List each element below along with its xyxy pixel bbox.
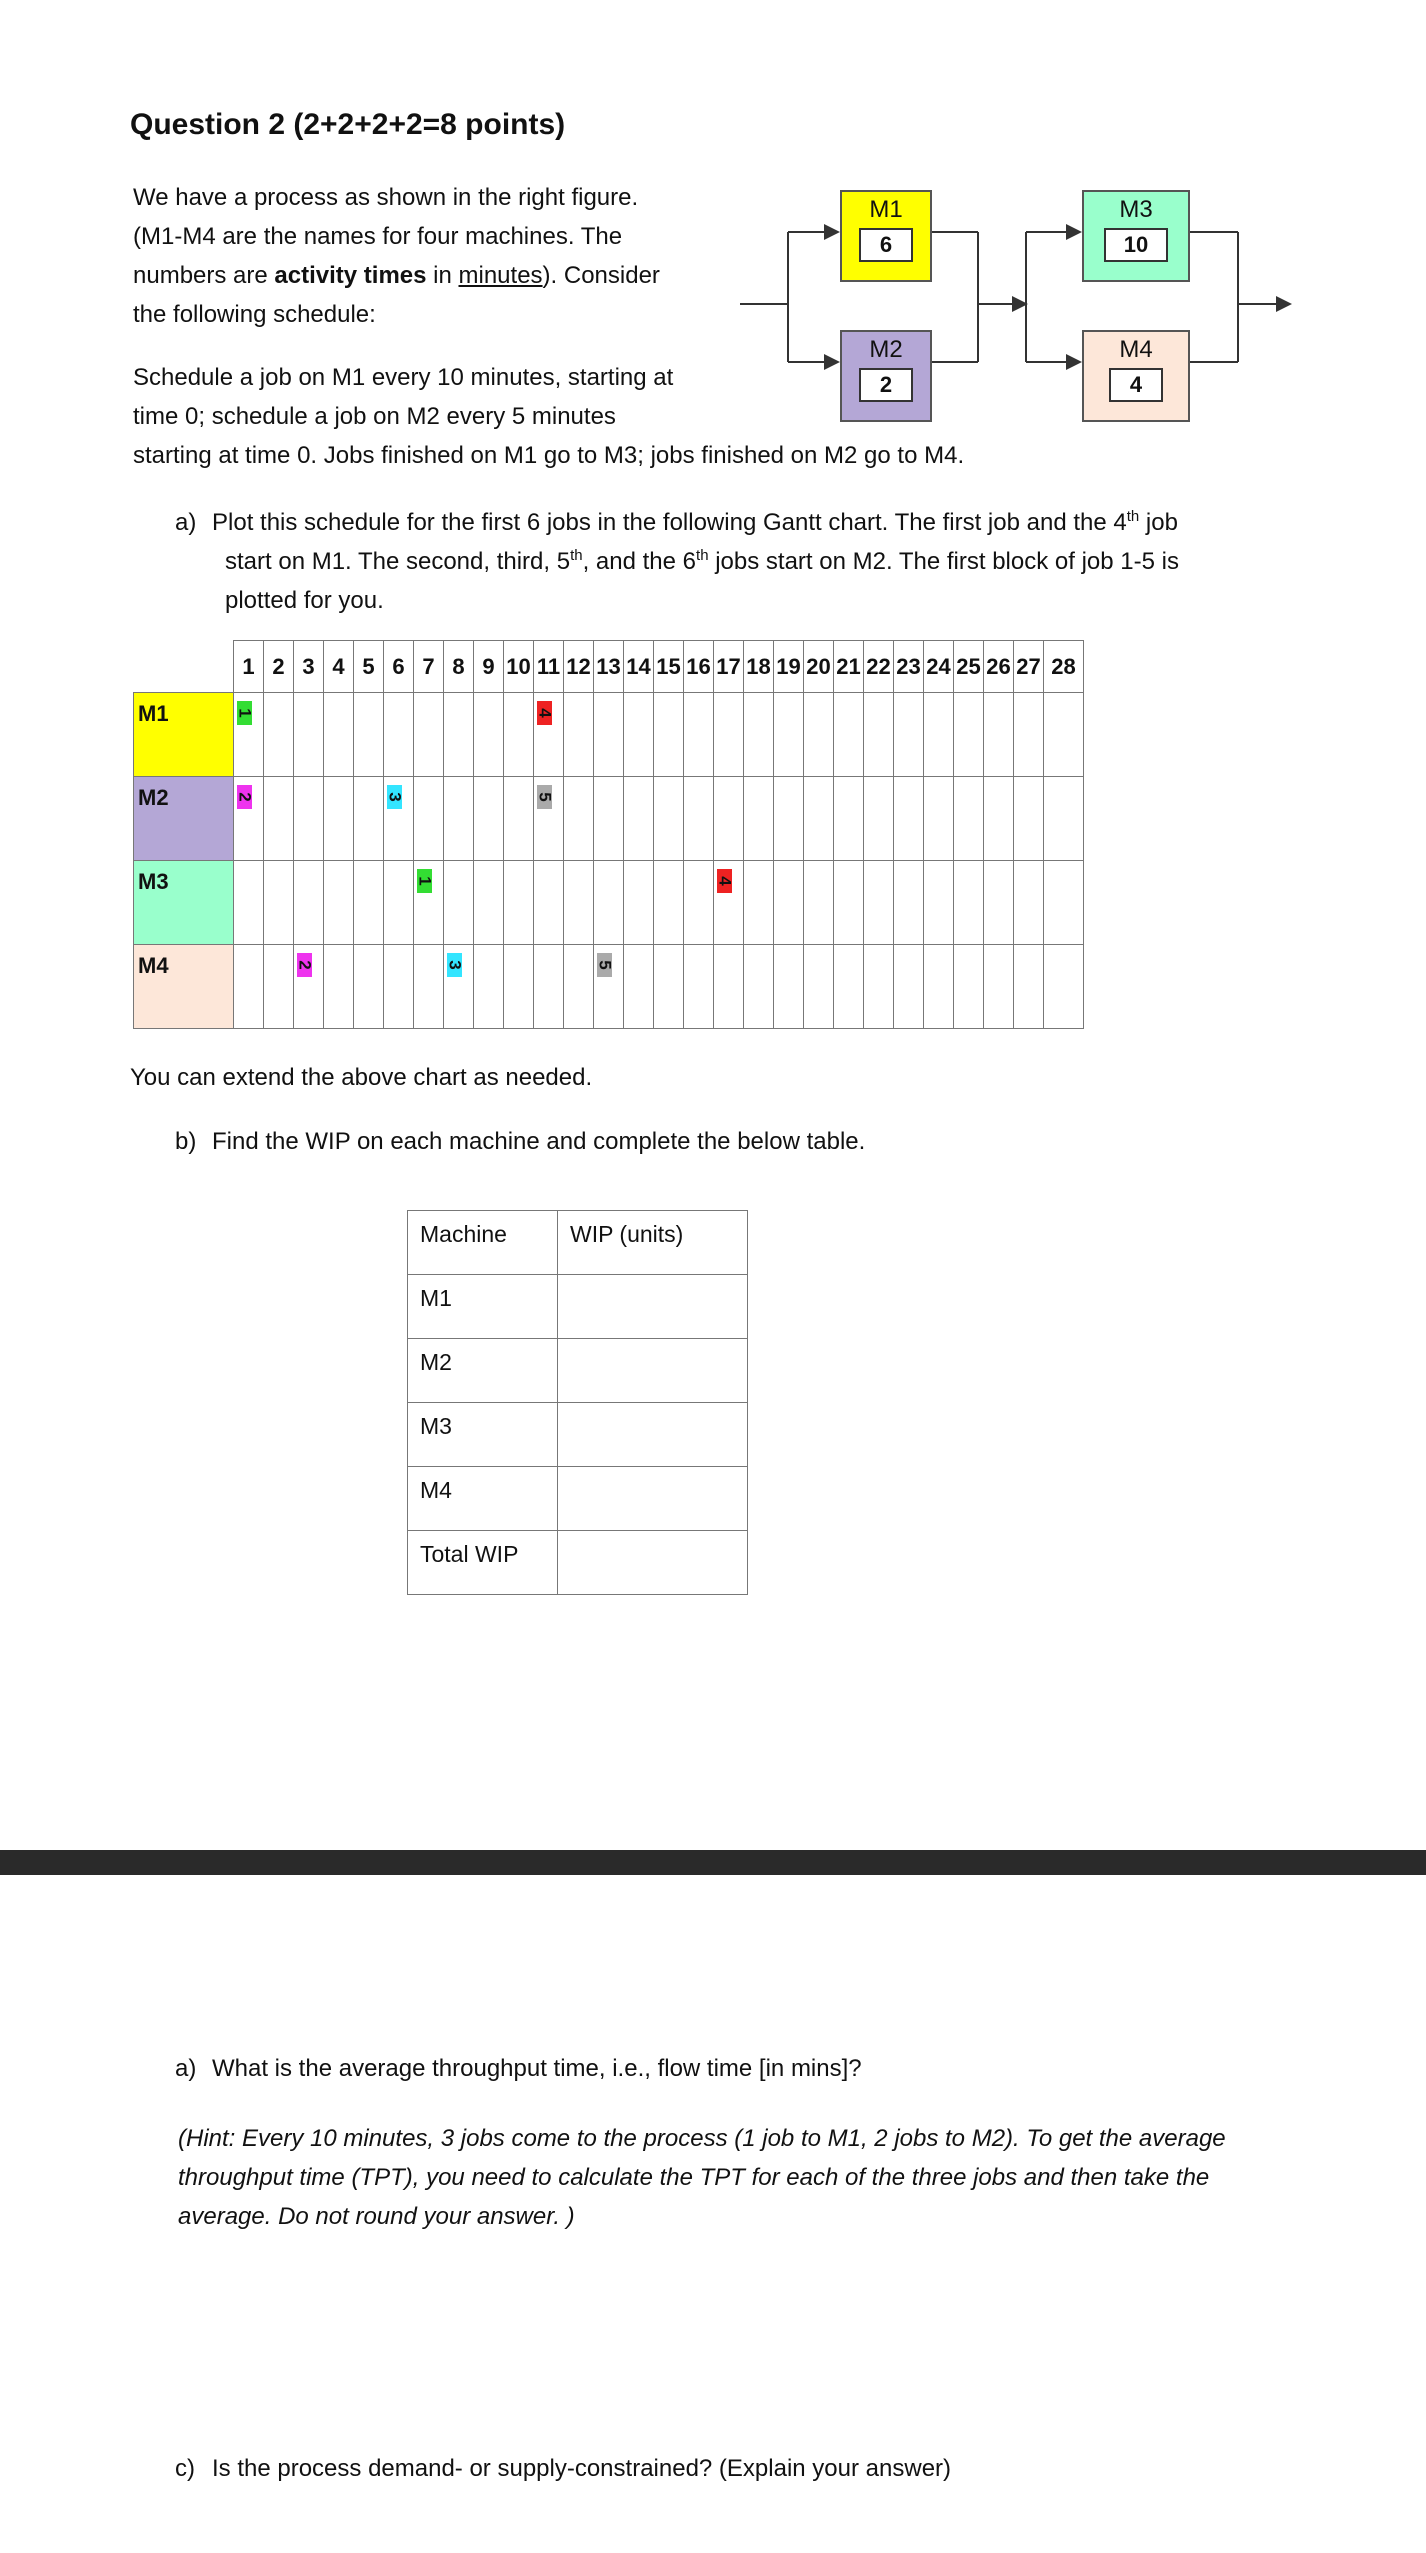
gantt-cell[interactable]: [774, 693, 804, 777]
gantt-corner: [134, 641, 234, 693]
gantt-minute-header: 7: [414, 641, 444, 693]
gantt-cell[interactable]: [1014, 861, 1044, 945]
gantt-cell[interactable]: [924, 945, 954, 1029]
gantt-cell[interactable]: [1014, 945, 1044, 1029]
underlined-text: minutes: [458, 262, 543, 289]
gantt-cell[interactable]: [294, 861, 324, 945]
gantt-job-number: 2: [295, 960, 315, 970]
gantt-minute-header: 15: [654, 641, 684, 693]
gantt-cell[interactable]: [864, 861, 894, 945]
gantt-cell[interactable]: [354, 777, 384, 861]
gantt-cell[interactable]: [954, 945, 984, 1029]
gantt-minute-header: 12: [564, 641, 594, 693]
gantt-cell[interactable]: [504, 861, 534, 945]
part-b-label: b): [175, 1128, 197, 1155]
gantt-cell[interactable]: [744, 945, 774, 1029]
gantt-machine-label: M1: [134, 693, 234, 777]
gantt-cell[interactable]: [594, 861, 624, 945]
activity-time: 4: [1109, 368, 1163, 402]
wip-table: [407, 1210, 748, 1595]
wip-value-cell[interactable]: [558, 1275, 748, 1339]
gantt-job-number: 1: [235, 708, 255, 718]
constraint-question: c) Is the process demand- or supply-constrained? (Explain your answer): [175, 2455, 952, 2482]
gantt-job-number: 3: [385, 792, 405, 802]
gantt-cell[interactable]: [264, 945, 294, 1029]
gantt-minute-header: 10: [504, 641, 534, 693]
gantt-cell[interactable]: [444, 777, 474, 861]
part-a-line: start on M1. The second, third, 5th, and the 6th jobs start on M2. The first block of job 1-5 is: [225, 547, 1179, 575]
gantt-job-block: [715, 869, 735, 893]
gantt-cell[interactable]: [894, 777, 924, 861]
gantt-cell[interactable]: [294, 945, 324, 1029]
gantt-minute-header: 4: [324, 641, 354, 693]
intro-line: We have a process as shown in the right figure.: [133, 184, 639, 211]
gantt-cell[interactable]: [474, 693, 504, 777]
gantt-row-m3: [134, 861, 1084, 945]
gantt-job-number: 5: [595, 960, 615, 970]
gantt-minute-header: 24: [924, 641, 954, 693]
question-label: a): [175, 2055, 197, 2082]
gantt-job-number: 4: [535, 708, 555, 718]
wip-value-cell[interactable]: [558, 1403, 748, 1467]
machine-name: M3: [1119, 196, 1153, 223]
gantt-cell[interactable]: [744, 777, 774, 861]
hint-paragraph: [178, 2119, 1298, 2236]
gantt-cell[interactable]: [684, 777, 714, 861]
machine-m1-box: [840, 190, 932, 282]
gantt-cell[interactable]: [384, 777, 414, 861]
gantt-cell[interactable]: [384, 693, 414, 777]
gantt-job-number: 4: [715, 876, 735, 886]
gantt-minute-header: 9: [474, 641, 504, 693]
gantt-cell[interactable]: [324, 945, 354, 1029]
machine-m4-box: [1082, 330, 1190, 422]
gantt-cell[interactable]: [804, 693, 834, 777]
gantt-chart: [133, 640, 1084, 1029]
gantt-minute-header: 27: [1014, 641, 1044, 693]
wip-value-cell[interactable]: [558, 1339, 748, 1403]
question-title: Question 2 (2+2+2+2=8 points): [130, 108, 566, 141]
gantt-cell[interactable]: [534, 861, 564, 945]
gantt-cell[interactable]: [414, 861, 444, 945]
gantt-cell[interactable]: [474, 945, 504, 1029]
machine-name: M2: [869, 336, 903, 363]
gantt-cell[interactable]: [804, 945, 834, 1029]
activity-time: 2: [859, 368, 913, 402]
gantt-row-m1: [134, 693, 1084, 777]
gantt-cell[interactable]: [1044, 777, 1084, 861]
gantt-cell[interactable]: [594, 945, 624, 1029]
gantt-cell[interactable]: [804, 777, 834, 861]
gantt-minute-header: 22: [864, 641, 894, 693]
gantt-job-block: [385, 785, 405, 809]
gantt-cell[interactable]: [264, 861, 294, 945]
wip-machine-cell: M3: [408, 1403, 558, 1467]
wip-value-cell[interactable]: [558, 1531, 748, 1595]
gantt-cell[interactable]: [684, 693, 714, 777]
gantt-cell[interactable]: [234, 861, 264, 945]
wip-row: [408, 1403, 748, 1467]
gantt-cell[interactable]: [504, 777, 534, 861]
schedule-line: starting at time 0. Jobs finished on M1 go to M3; jobs finished on M2 go to M4.: [133, 442, 965, 469]
schedule-line: Schedule a job on M1 every 10 minutes, starting at: [133, 364, 674, 391]
gantt-cell[interactable]: [1044, 693, 1084, 777]
gantt-job-number: 1: [415, 876, 435, 886]
gantt-cell[interactable]: [834, 777, 864, 861]
gantt-minute-header: 8: [444, 641, 474, 693]
gantt-cell[interactable]: [774, 777, 804, 861]
gantt-job-block: [235, 701, 255, 725]
gantt-minute-header: 26: [984, 641, 1014, 693]
wip-row: [408, 1275, 748, 1339]
gantt-cell[interactable]: [324, 777, 354, 861]
gantt-minute-header: 23: [894, 641, 924, 693]
gantt-row-m2: [134, 777, 1084, 861]
part-b-instructions: b) Find the WIP on each machine and complete the below table.: [175, 1128, 866, 1155]
gantt-machine-label: M3: [134, 861, 234, 945]
gantt-minute-header: 2: [264, 641, 294, 693]
gantt-cell[interactable]: [234, 693, 264, 777]
bold-text: activity times: [274, 262, 427, 289]
gantt-minute-header: 18: [744, 641, 774, 693]
wip-header-machine: Machine: [408, 1211, 558, 1275]
throughput-question: a) What is the average throughput time, i.e., flow time [in mins]?: [175, 2055, 862, 2082]
gantt-cell[interactable]: [294, 777, 324, 861]
gantt-cell[interactable]: [534, 693, 564, 777]
part-a-line: plotted for you.: [225, 587, 384, 614]
gantt-cell[interactable]: [444, 945, 474, 1029]
page-divider: [0, 1850, 1426, 1875]
gantt-cell[interactable]: [894, 945, 924, 1029]
gantt-cell[interactable]: [594, 693, 624, 777]
hint-line: throughput time (TPT), you need to calculate the TPT for each of the three jobs and then take the: [178, 2164, 1210, 2191]
gantt-cell[interactable]: [654, 861, 684, 945]
gantt-cell[interactable]: [774, 861, 804, 945]
gantt-cell[interactable]: [414, 945, 444, 1029]
gantt-minute-header: 16: [684, 641, 714, 693]
gantt-cell[interactable]: [684, 861, 714, 945]
machine-name: M1: [869, 196, 903, 223]
part-a-label: a): [175, 509, 197, 536]
gantt-cell[interactable]: [354, 861, 384, 945]
gantt-job-number: 3: [445, 960, 465, 970]
process-diagram: [730, 180, 1300, 440]
gantt-cell[interactable]: [564, 777, 594, 861]
gantt-cell[interactable]: [324, 861, 354, 945]
part-a-line: a) Plot this schedule for the first 6 jobs in the following Gantt chart. The first job and the 4th job: [175, 503, 1285, 542]
gantt-job-block: [235, 785, 255, 809]
gantt-job-block: [295, 953, 315, 977]
gantt-minute-header: 19: [774, 641, 804, 693]
gantt-cell[interactable]: [894, 693, 924, 777]
gantt-minute-header: 21: [834, 641, 864, 693]
gantt-minute-header: 11: [534, 641, 564, 693]
gantt-cell[interactable]: [984, 693, 1014, 777]
gantt-cell[interactable]: [534, 945, 564, 1029]
gantt-cell[interactable]: [564, 945, 594, 1029]
gantt-cell[interactable]: [894, 861, 924, 945]
gantt-cell[interactable]: [834, 945, 864, 1029]
gantt-cell[interactable]: [324, 693, 354, 777]
wip-row: [408, 1531, 748, 1595]
gantt-cell[interactable]: [984, 777, 1014, 861]
gantt-cell[interactable]: [954, 777, 984, 861]
gantt-minute-header: 1: [234, 641, 264, 693]
gantt-cell[interactable]: [234, 777, 264, 861]
intro-line: the following schedule:: [133, 301, 376, 328]
gantt-minute-header: 5: [354, 641, 384, 693]
gantt-cell[interactable]: [834, 693, 864, 777]
gantt-cell[interactable]: [654, 693, 684, 777]
gantt-cell[interactable]: [354, 693, 384, 777]
gantt-cell[interactable]: [744, 861, 774, 945]
wip-header-row: [408, 1211, 748, 1275]
wip-header-units: WIP (units): [558, 1211, 748, 1275]
gantt-cell[interactable]: [924, 861, 954, 945]
gantt-minute-header: 13: [594, 641, 624, 693]
wip-machine-cell: M2: [408, 1339, 558, 1403]
intro-line: numbers are activity times in minutes). Consider: [133, 262, 660, 289]
gantt-cell[interactable]: [864, 945, 894, 1029]
gantt-cell[interactable]: [984, 945, 1014, 1029]
hint-line: average. Do not round your answer. ): [178, 2203, 575, 2230]
gantt-minute-header: 17: [714, 641, 744, 693]
gantt-cell[interactable]: [564, 693, 594, 777]
gantt-cell[interactable]: [534, 777, 564, 861]
gantt-cell[interactable]: [834, 861, 864, 945]
gantt-job-block: [595, 953, 615, 977]
gantt-cell[interactable]: [414, 777, 444, 861]
gantt-minute-header: 20: [804, 641, 834, 693]
gantt-job-block: [535, 785, 555, 809]
gantt-cell[interactable]: [714, 945, 744, 1029]
gantt-row-m4: [134, 945, 1084, 1029]
gantt-cell[interactable]: [624, 777, 654, 861]
gantt-cell[interactable]: [384, 945, 414, 1029]
gantt-cell[interactable]: [1014, 777, 1044, 861]
extend-note: You can extend the above chart as needed.: [130, 1064, 593, 1091]
gantt-cell[interactable]: [804, 861, 834, 945]
intro-paragraph: [133, 178, 733, 334]
question-label: c): [175, 2455, 195, 2482]
gantt-cell[interactable]: [354, 945, 384, 1029]
wip-machine-cell: M1: [408, 1275, 558, 1339]
gantt-minute-header: 28: [1044, 641, 1084, 693]
gantt-cell[interactable]: [624, 861, 654, 945]
gantt-cell[interactable]: [624, 945, 654, 1029]
gantt-minute-header: 3: [294, 641, 324, 693]
gantt-cell[interactable]: [474, 861, 504, 945]
gantt-cell[interactable]: [654, 945, 684, 1029]
gantt-cell[interactable]: [1044, 861, 1084, 945]
gantt-cell[interactable]: [864, 777, 894, 861]
gantt-cell[interactable]: [564, 861, 594, 945]
gantt-cell[interactable]: [264, 693, 294, 777]
gantt-cell[interactable]: [594, 777, 624, 861]
gantt-header-row: [134, 641, 1084, 693]
wip-machine-cell: Total WIP: [408, 1531, 558, 1595]
gantt-machine-label: M2: [134, 777, 234, 861]
gantt-cell[interactable]: [924, 693, 954, 777]
gantt-cell[interactable]: [504, 945, 534, 1029]
gantt-job-block: [415, 869, 435, 893]
gantt-job-number: 2: [235, 792, 255, 802]
gantt-cell[interactable]: [1044, 945, 1084, 1029]
gantt-cell[interactable]: [684, 945, 714, 1029]
gantt-machine-label: M4: [134, 945, 234, 1029]
gantt-cell[interactable]: [774, 945, 804, 1029]
gantt-cell[interactable]: [984, 861, 1014, 945]
machine-name: M4: [1119, 336, 1153, 363]
schedule-line: time 0; schedule a job on M2 every 5 minutes: [133, 403, 616, 430]
machine-m3-box: [1082, 190, 1190, 282]
gantt-cell[interactable]: [624, 693, 654, 777]
gantt-cell[interactable]: [444, 693, 474, 777]
gantt-cell[interactable]: [1014, 693, 1044, 777]
gantt-cell[interactable]: [384, 861, 414, 945]
activity-time: 10: [1104, 228, 1168, 262]
gantt-cell[interactable]: [294, 693, 324, 777]
gantt-cell[interactable]: [954, 861, 984, 945]
gantt-cell[interactable]: [414, 693, 444, 777]
gantt-cell[interactable]: [714, 777, 744, 861]
gantt-cell[interactable]: [714, 693, 744, 777]
gantt-minute-header: 6: [384, 641, 414, 693]
wip-row: [408, 1467, 748, 1531]
gantt-minute-header: 25: [954, 641, 984, 693]
gantt-cell[interactable]: [654, 777, 684, 861]
intro-line: (M1-M4 are the names for four machines. The: [133, 223, 623, 250]
gantt-cell[interactable]: [234, 945, 264, 1029]
gantt-cell[interactable]: [744, 693, 774, 777]
gantt-cell[interactable]: [924, 777, 954, 861]
gantt-minute-header: 14: [624, 641, 654, 693]
activity-time: 6: [859, 228, 913, 262]
part-a-instructions: [175, 503, 1285, 620]
gantt-cell[interactable]: [474, 777, 504, 861]
wip-machine-cell: M4: [408, 1467, 558, 1531]
wip-row: [408, 1339, 748, 1403]
hint-line: (Hint: Every 10 minutes, 3 jobs come to the process (1 job to M1, 2 jobs to M2). To get the average: [178, 2125, 1226, 2152]
wip-value-cell[interactable]: [558, 1467, 748, 1531]
machine-m2-box: [840, 330, 932, 422]
gantt-cell[interactable]: [264, 777, 294, 861]
gantt-cell[interactable]: [864, 693, 894, 777]
gantt-cell[interactable]: [444, 861, 474, 945]
gantt-cell[interactable]: [954, 693, 984, 777]
gantt-job-number: 5: [535, 792, 555, 802]
gantt-job-block: [445, 953, 465, 977]
gantt-cell[interactable]: [714, 861, 744, 945]
gantt-cell[interactable]: [504, 693, 534, 777]
gantt-job-block: [535, 701, 555, 725]
